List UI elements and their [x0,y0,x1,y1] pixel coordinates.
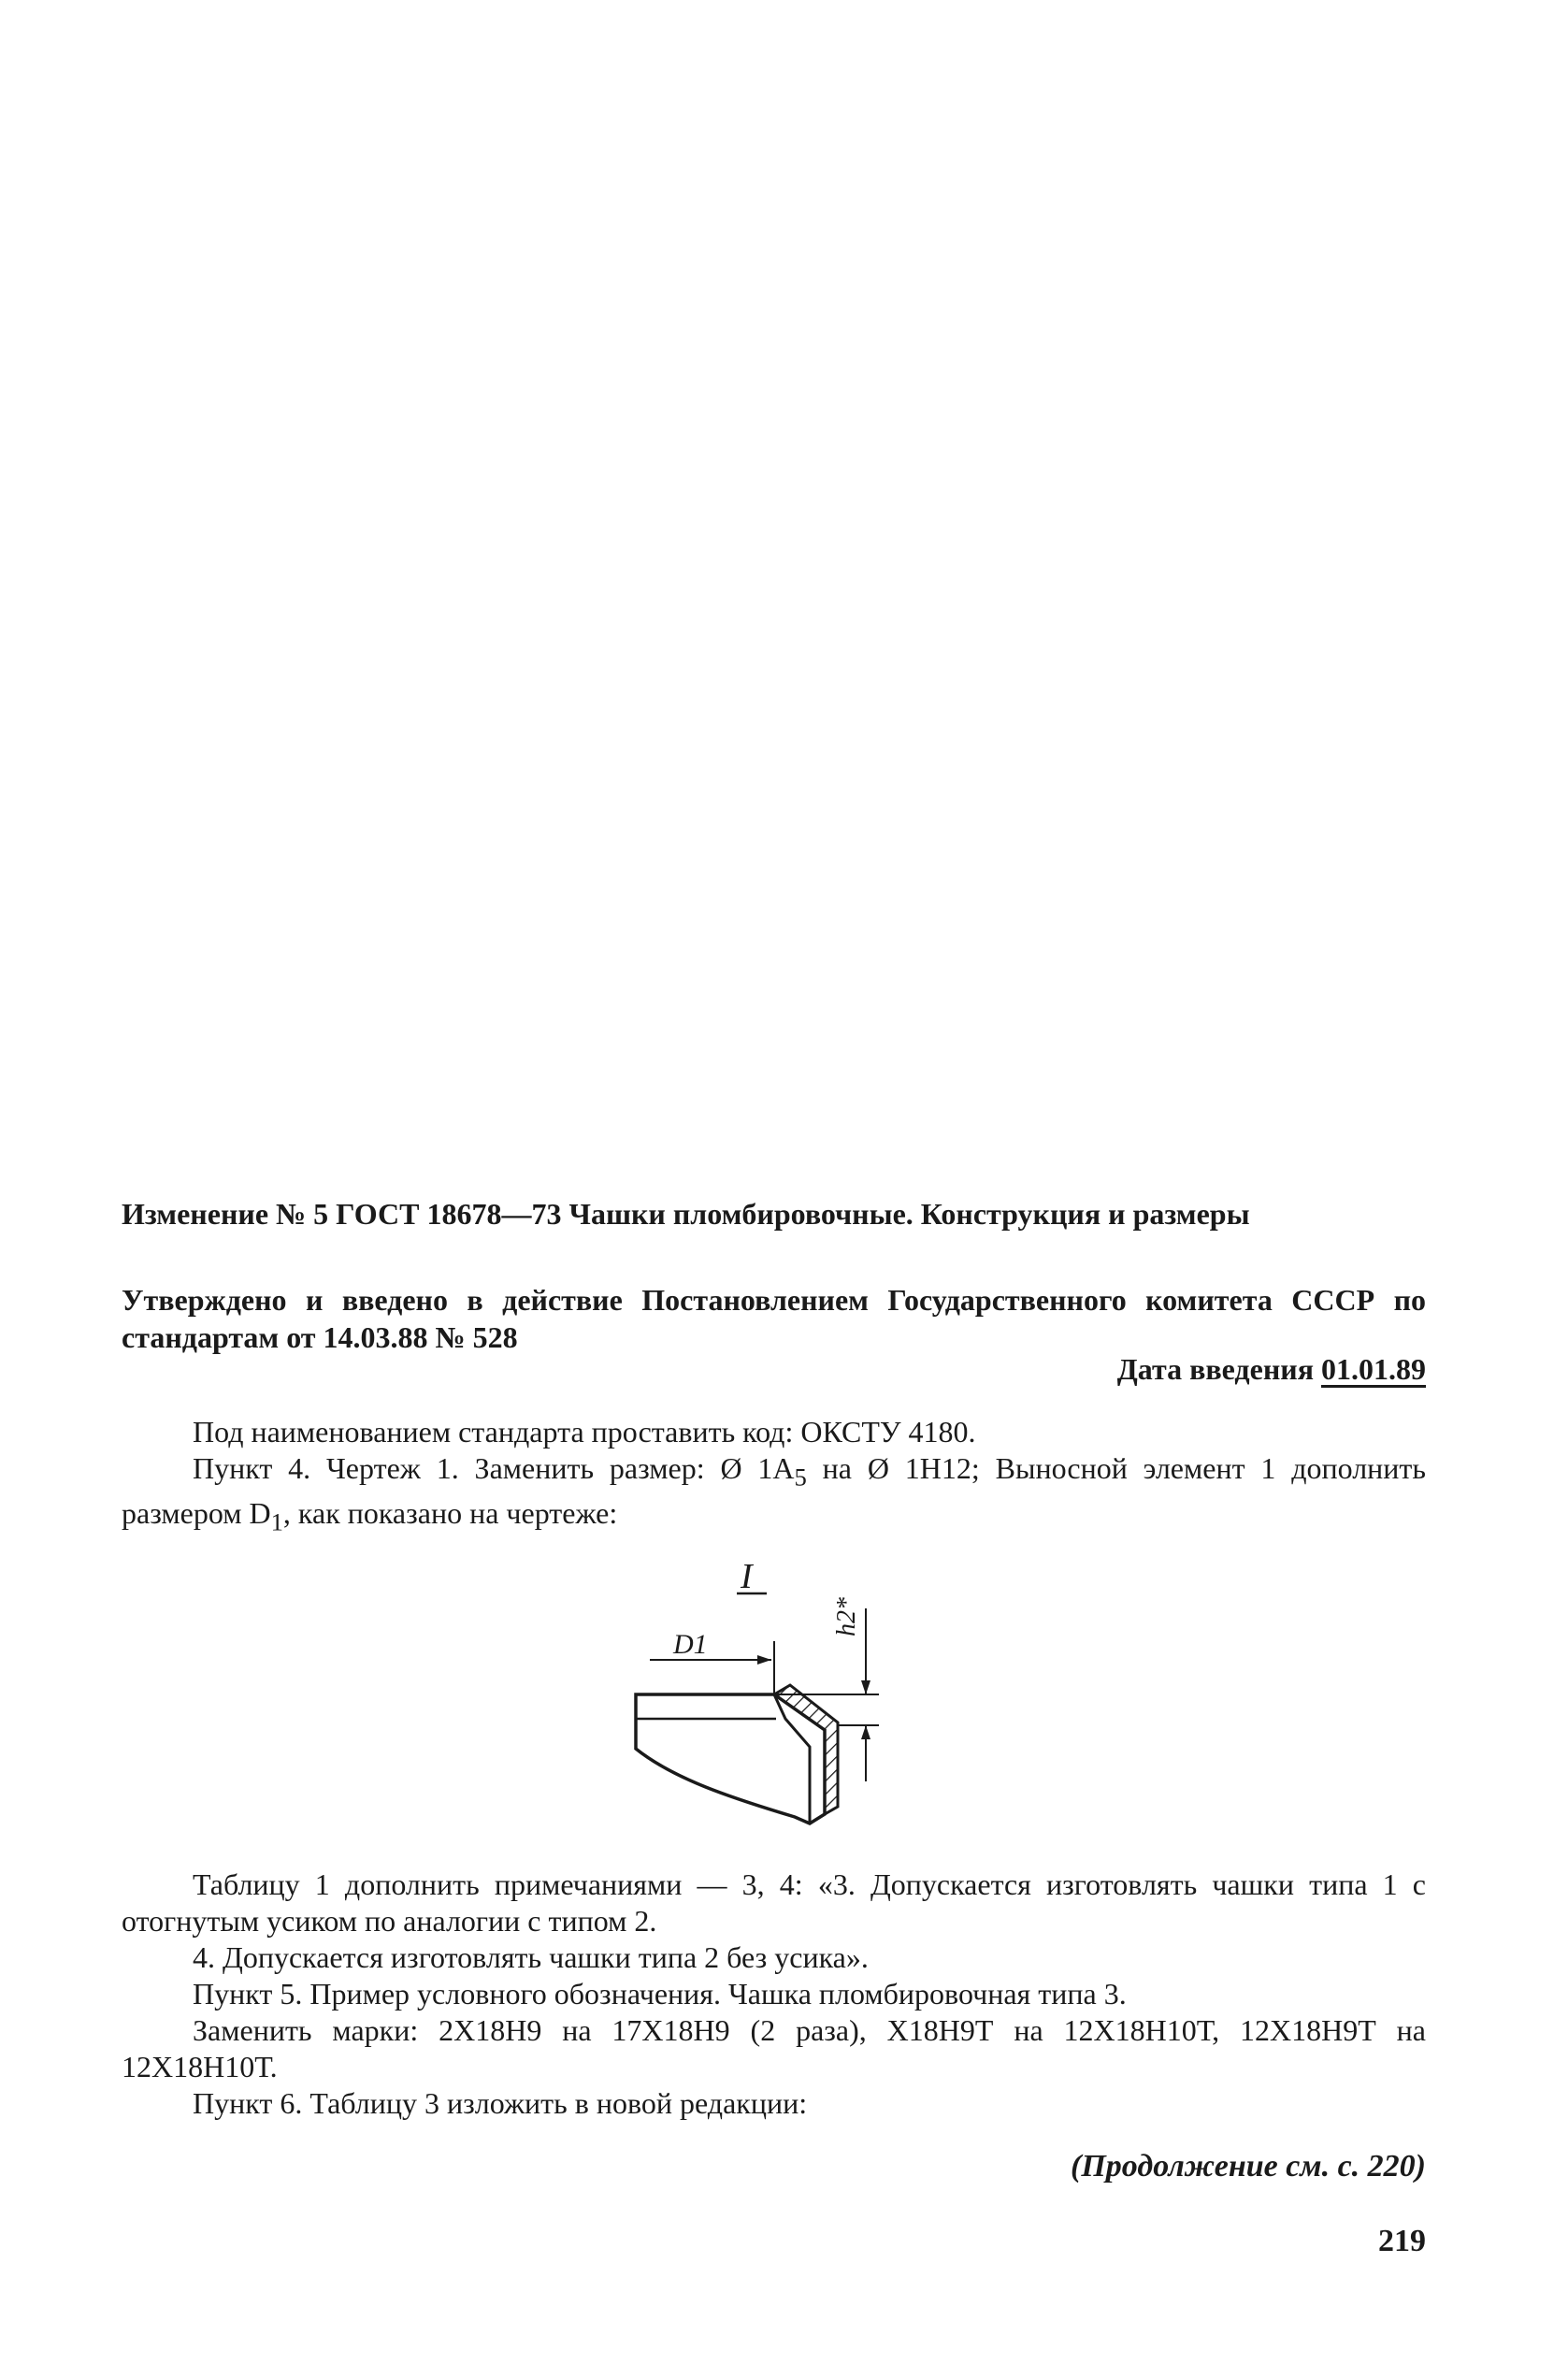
h2-arrow-bottom [861,1725,870,1739]
h2-label: h2* [832,1597,861,1636]
paragraph-point-4 [122,1450,1426,1541]
paragraph-note-4: 4. Допускается изготовлять чашки типа 2 без усика». [193,1940,869,1974]
detail-drawing [617,1552,916,1833]
effective-date-label: Дата введения [1116,1352,1314,1386]
continuation-note: (Продолжение см. с. 220) [1071,2149,1426,2184]
amendment-title: Изменение № 5 ГОСТ 18678—73 Чашки пломбировочные. Конструкция и размеры [122,1197,1250,1231]
d1-label: D1 [673,1629,708,1660]
body-lower [122,1867,1426,2122]
paragraph-grades: Заменить марки: 2Х18Н9 на 17Х18Н9 (2 раза), Х18Н9Т на 12Х18Н10Т, 12Х18Н9Т на 12Х18Н10Т. [122,2013,1426,2083]
effective-date [1117,1352,1426,1387]
d1-arrow [757,1655,771,1665]
cup-profile [636,1694,825,1823]
effective-date-value: 01.01.89 [1321,1352,1426,1386]
text-run: Пункт 4. Чертеж 1. Заменить размер: Ø 1A [193,1451,795,1485]
paragraph-okstu: Под наименованием стандарта проставить код: ОКСТУ 4180. [193,1415,976,1449]
approval-statement: Утверждено и введено в действие Постановлением Государственного комитета СССР по стандартам от 14.03.88 № 528 [122,1283,1426,1354]
paragraph-point-6: Пункт 6. Таблицу 3 изложить в новой редакции: [193,2086,808,2120]
subscript: 1 [270,1507,283,1536]
h2-arrow-top [861,1680,870,1694]
paragraph-table-1: Таблицу 1 дополнить примечаниями — 3, 4: «3. Допускается изготовлять чашки типа 1 с отогнутым усиком по аналогии с типом 2. [122,1867,1426,1938]
body-upper [122,1414,1426,1541]
text-run: на Ø 1H12; Выносной элемент 1 дополнить размером D [122,1451,1427,1531]
page-number: 219 [1378,2224,1426,2258]
text-run: , как показано на чертеже: [282,1496,618,1531]
paragraph-point-5: Пункт 5. Пример условного обозначения. Чашка пломбировочная типа 3. [193,1977,1127,2011]
element-label: I [741,1557,753,1596]
subscript: 5 [794,1463,807,1492]
